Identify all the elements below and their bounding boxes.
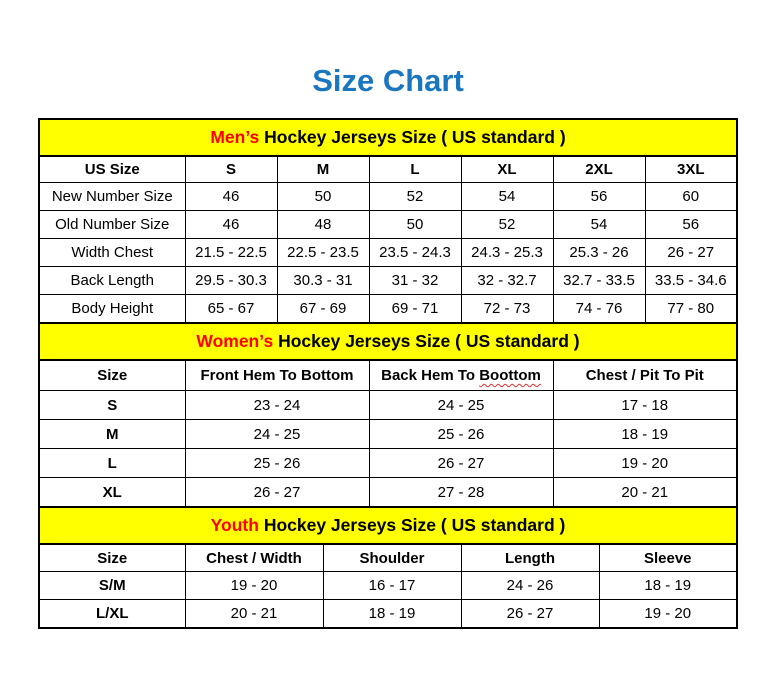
column-header-text: Back Hem To xyxy=(381,367,476,384)
table-cell: 65 - 67 xyxy=(185,295,277,323)
table-cell: 24 - 25 xyxy=(185,420,369,449)
table-cell: 26 - 27 xyxy=(461,600,599,628)
table-cell: 77 - 80 xyxy=(645,295,737,323)
table-cell: 32 - 32.7 xyxy=(461,267,553,295)
column-header: Size xyxy=(39,544,185,572)
table-cell: 26 - 27 xyxy=(185,478,369,507)
table-cell: 54 xyxy=(461,183,553,211)
size-chart-block xyxy=(38,118,738,629)
table-row xyxy=(39,420,737,449)
table-cell: 25 - 26 xyxy=(185,449,369,478)
table-cell: 25 - 26 xyxy=(369,420,553,449)
row-label: Old Number Size xyxy=(39,211,185,239)
womens-section-name: Women’s xyxy=(196,330,274,351)
table-cell: 17 - 18 xyxy=(553,391,737,420)
row-label: XL xyxy=(39,478,185,507)
table-cell: 46 xyxy=(185,211,277,239)
table-row xyxy=(39,295,737,323)
column-header: Chest / Pit To Pit xyxy=(553,360,737,391)
womens-section-subtitle: Hockey Jerseys Size ( US standard ) xyxy=(278,330,580,351)
table-cell: 74 - 76 xyxy=(553,295,645,323)
youth-section-name: Youth xyxy=(210,514,259,535)
table-cell: 56 xyxy=(553,183,645,211)
mens-section-name: Men’s xyxy=(210,126,260,147)
table-cell: 30.3 - 31 xyxy=(277,267,369,295)
column-header: 3XL xyxy=(645,156,737,183)
table-cell: 23 - 24 xyxy=(185,391,369,420)
column-header: US Size xyxy=(39,156,185,183)
table-cell: 50 xyxy=(369,211,461,239)
womens-section-title xyxy=(39,323,737,360)
row-label: L xyxy=(39,449,185,478)
column-header: S xyxy=(185,156,277,183)
row-label: Back Length xyxy=(39,267,185,295)
table-cell: 52 xyxy=(369,183,461,211)
column-header: M xyxy=(277,156,369,183)
table-row xyxy=(39,478,737,507)
table-cell: 20 - 21 xyxy=(185,600,323,628)
table-row xyxy=(39,267,737,295)
column-header: Sleeve xyxy=(599,544,737,572)
column-header: L xyxy=(369,156,461,183)
table-cell: 19 - 20 xyxy=(553,449,737,478)
table-cell: 52 xyxy=(461,211,553,239)
misspelled-word: Boottom xyxy=(479,367,541,384)
table-cell: 46 xyxy=(185,183,277,211)
table-cell: 32.7 - 33.5 xyxy=(553,267,645,295)
table-cell: 26 - 27 xyxy=(369,449,553,478)
table-cell: 18 - 19 xyxy=(553,420,737,449)
table-cell: 26 - 27 xyxy=(645,239,737,267)
table-cell: 19 - 20 xyxy=(185,572,323,600)
table-cell: 24.3 - 25.3 xyxy=(461,239,553,267)
column-header: 2XL xyxy=(553,156,645,183)
row-label: S/M xyxy=(39,572,185,600)
table-cell: 29.5 - 30.3 xyxy=(185,267,277,295)
table-row xyxy=(39,239,737,267)
table-row xyxy=(39,572,737,600)
column-header-misspelled xyxy=(369,360,553,391)
table-cell: 56 xyxy=(645,211,737,239)
table-row xyxy=(39,183,737,211)
row-label: Body Height xyxy=(39,295,185,323)
row-label: L/XL xyxy=(39,600,185,628)
table-cell: 19 - 20 xyxy=(599,600,737,628)
column-header: Front Hem To Bottom xyxy=(185,360,369,391)
row-label: S xyxy=(39,391,185,420)
mens-section-subtitle: Hockey Jerseys Size ( US standard ) xyxy=(264,126,566,147)
table-cell: 20 - 21 xyxy=(553,478,737,507)
table-cell: 24 - 25 xyxy=(369,391,553,420)
table-cell: 60 xyxy=(645,183,737,211)
mens-size-table xyxy=(38,118,738,324)
table-cell: 48 xyxy=(277,211,369,239)
table-cell: 67 - 69 xyxy=(277,295,369,323)
row-label: New Number Size xyxy=(39,183,185,211)
table-cell: 16 - 17 xyxy=(323,572,461,600)
table-cell: 18 - 19 xyxy=(323,600,461,628)
table-cell: 72 - 73 xyxy=(461,295,553,323)
column-header: Chest / Width xyxy=(185,544,323,572)
table-cell: 54 xyxy=(553,211,645,239)
row-label: M xyxy=(39,420,185,449)
table-cell: 31 - 32 xyxy=(369,267,461,295)
page-title: Size Chart xyxy=(312,63,464,98)
column-header: Size xyxy=(39,360,185,391)
table-cell: 27 - 28 xyxy=(369,478,553,507)
womens-size-table xyxy=(38,322,738,508)
column-header: Length xyxy=(461,544,599,572)
table-row xyxy=(39,391,737,420)
column-header: Shoulder xyxy=(323,544,461,572)
youth-section-subtitle: Hockey Jerseys Size ( US standard ) xyxy=(263,514,566,535)
table-cell: 24 - 26 xyxy=(461,572,599,600)
table-cell: 50 xyxy=(277,183,369,211)
table-cell: 22.5 - 23.5 xyxy=(277,239,369,267)
table-row xyxy=(39,600,737,628)
youth-size-table xyxy=(38,506,738,629)
table-cell: 21.5 - 22.5 xyxy=(185,239,277,267)
table-cell: 23.5 - 24.3 xyxy=(369,239,461,267)
row-label: Width Chest xyxy=(39,239,185,267)
table-cell: 69 - 71 xyxy=(369,295,461,323)
table-cell: 33.5 - 34.6 xyxy=(645,267,737,295)
table-row xyxy=(39,449,737,478)
table-cell: 25.3 - 26 xyxy=(553,239,645,267)
youth-section-title xyxy=(39,507,737,544)
table-row xyxy=(39,211,737,239)
table-cell: 18 - 19 xyxy=(599,572,737,600)
column-header: XL xyxy=(461,156,553,183)
mens-section-title xyxy=(39,119,737,156)
